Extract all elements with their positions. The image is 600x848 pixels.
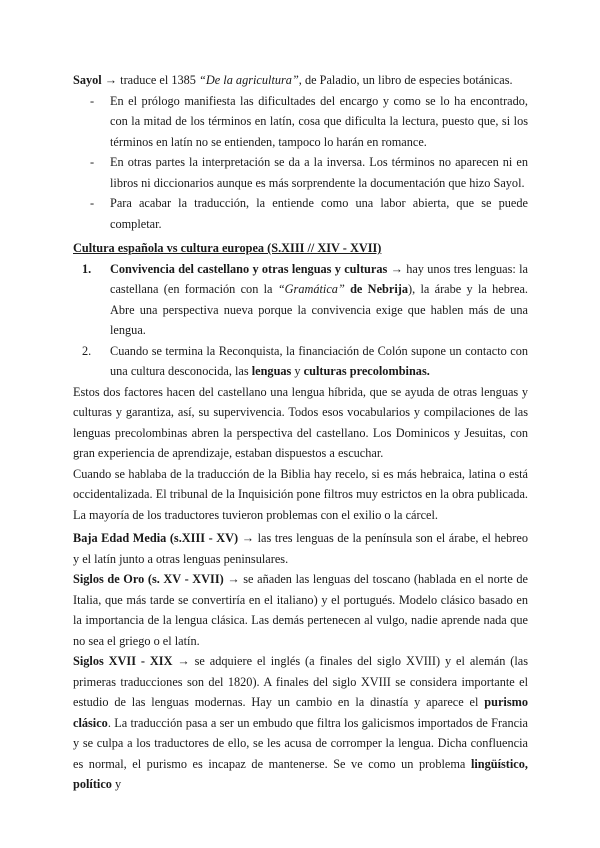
- item-text: → hay unos tres lenguas: la castellana (en formación con la: [110, 261, 529, 296]
- sayol-intro-tail: , de Paladio, un libro de especies botánicas.: [298, 73, 513, 87]
- sayol-section: [73, 70, 528, 234]
- item-italic-text: “Gramática”: [277, 282, 345, 296]
- period-siglos-de-oro: [73, 569, 528, 651]
- list-item: [73, 341, 528, 382]
- list-item: [73, 259, 528, 341]
- paragraph: Estos dos factores hacen del castellano una lengua híbrida, que se ayuda de otras lenguas y culturas y garantiza, así, su supervivencia. Todos esos vocabularios y compilaciones de las lenguas precolombinas abren la perspectiva del castellano. Los Dominicos y Jesuitas, con gran experiencia de aprendizaje, estaban dispuestos a escuchar.: [73, 384, 528, 460]
- sayol-name: Sayol: [73, 73, 102, 87]
- paragraph: Cuando se hablaba de la traducción de la Biblia hay recelo, si es más hebraica, latina o está occidentalizada. El tribunal de la Inquisición pone filtros muy estrictos en la obra publicada. La mayoría de los traductores tuvieron problemas con el exilio o la cárcel.: [73, 466, 528, 522]
- list-item: - En otras partes la interpretación se da a la inversa. Los términos no aparecen ni en libros ni diccionarios aunque es más sorprendente la documentación que hizo Sayol.: [73, 152, 528, 193]
- period-title: Siglos de Oro (s. XV - XVII): [73, 572, 224, 586]
- period-text: → las tres lenguas de la península son el árabe, el hebreo y el latín junto a otras lenguas peninsulares.: [73, 531, 528, 566]
- item-text: Cuando se termina la Reconquista, la financiación de Colón supone un contacto con una cultura desconocida, las: [110, 343, 528, 378]
- period-title: Baja Edad Media (s.XIII - XV): [73, 531, 239, 545]
- sayol-intro: [73, 70, 528, 91]
- period-text: → se añaden las lenguas del toscano (hablada en el norte de Italia, que más tarde se convertiría en el italiano) y el portugués. Modelo clásico basado en la importancia de la lengua clásica. Las demás pertenecen al vulgo, nadie aprende nada que no sea el griego o el latín.: [73, 572, 528, 648]
- item-text: y: [291, 364, 304, 378]
- period-text: → se adquiere el inglés (a finales del siglo XVIII) y el alemán (las primeras traducciones son del 1820). A finales del siglo XVIII se considera importante el estudio de las lenguas modernas. Hay un cambio en la dinastía y aparece el: [73, 654, 529, 709]
- period-bold-text: purismo clásico: [73, 695, 528, 730]
- list-item: - En el prólogo manifiesta las dificultades del encargo y como se lo ha encontrado, con la mitad de los términos en latín, cosa que dificulta la lectura, puesto que, si los términos en latín no se entienden, tampoco lo harán en romance.: [73, 91, 528, 153]
- section-heading: [73, 238, 528, 259]
- period-title: Siglos XVII - XIX: [73, 654, 173, 668]
- sayol-bullet-list: [73, 91, 528, 235]
- cultura-numbered-list: [73, 259, 528, 382]
- list-number: 1.: [82, 261, 92, 276]
- period-bold-text: lingüístico, político: [73, 756, 528, 791]
- list-item: - Para acabar la traducción, la entiende como una labor abierta, que se puede completar.: [73, 193, 528, 234]
- period-text: . La traducción pasa a ser un embudo que filtra los galicismos importados de Francia y se culpa a los traductores de ello, se les acusa de corromper la lengua. Dicha confluencia es normal, el purismo es incapaz de mantenerse. Se ve como un problema: [73, 715, 528, 771]
- periods-section: [73, 528, 528, 795]
- item-text: ), la árabe y la hebrea. Abre una perspectiva nueva porque la convivencia exige que hablen más de una lengua.: [110, 282, 528, 337]
- item-bold-text: lenguas: [251, 364, 292, 378]
- item-bold-text: de Nebrija: [344, 282, 408, 296]
- section-heading-text: Cultura española vs cultura europea (S.XIII // XIV - XVII): [73, 241, 382, 255]
- list-number: 2.: [82, 343, 92, 358]
- book-title: “De la agricultura”: [199, 73, 299, 87]
- sayol-intro-text: → traduce el 1385: [101, 73, 200, 87]
- period-text: y: [111, 777, 122, 791]
- cultura-section: [73, 238, 528, 525]
- item-bold-text: culturas precolombinas.: [303, 364, 430, 378]
- period-baja-edad-media: [73, 528, 528, 569]
- item-bold-text: Convivencia del castellano y otras lenguas y culturas: [110, 261, 388, 276]
- period-siglos-xvii-xix: [73, 651, 528, 795]
